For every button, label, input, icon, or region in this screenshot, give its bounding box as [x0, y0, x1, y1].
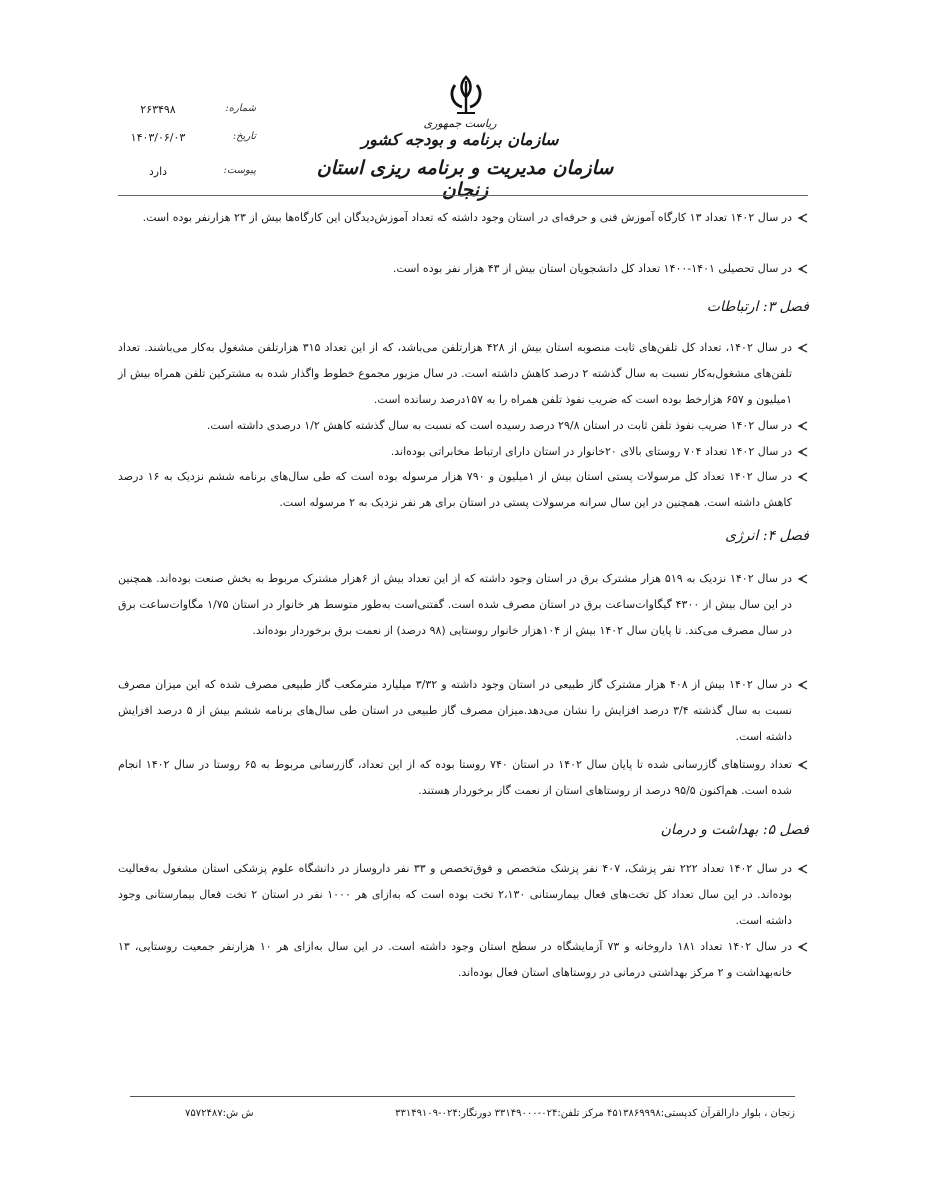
letter-attachment-label: پیوست:: [223, 165, 256, 176]
bullet-postal: [118, 464, 808, 516]
presidency-title: ریاست جمهوری: [423, 117, 497, 130]
section-heading-communications: فصل ۳: ارتباطات: [706, 299, 809, 315]
letter-date-label: تاریخ:: [232, 131, 256, 142]
arrow-bullet-icon: [796, 471, 808, 483]
national-emblem-icon: [443, 73, 489, 119]
bullet-students: [118, 256, 808, 282]
footer-fax-code: ش ش:۷۵۷۲۴۸۷: [185, 1108, 254, 1119]
arrow-bullet-icon: [796, 863, 808, 875]
arrow-bullet-icon: [796, 573, 808, 585]
arrow-bullet-icon: [796, 212, 808, 224]
header-divider: [118, 195, 808, 196]
budget-organization-title: سازمان برنامه و بودجه کشور: [361, 130, 559, 149]
letter-attachment-value: دارد: [148, 165, 168, 178]
bullet-text: در سال تحصیلی ۱۴۰۱-۱۴۰۰ تعداد کل دانشجویان استان بیش از ۴۳ هزار نفر بوده است.: [392, 262, 792, 275]
zanjan-organization-title: سازمان مدیریت و برنامه ریزی استان زنجان: [316, 157, 614, 201]
bullet-text: در سال ۱۴۰۲ نزدیک به ۵۱۹ هزار مشترک برق در استان وجود داشته که از این تعداد بیش از ۶هزار مشترک مربوط به بخش صنعت بوده‌اند. همچنین در این سال بیش از ۴۳۰۰ گیگاوات‌ساعت برق در استان مصرف شده است. گفتنی‌است به‌طور متوسط هر خانوار در استان ۱/۷۵ مگاوات‌ساعت برق در سال مصرف می‌کند. تا پایان سال ۱۴۰۲ بیش از ۱۰۴هزار خانوار روستایی (۹۸ درصد) از نعمت برق برخوردار بوده‌اند.: [118, 572, 793, 637]
section-heading-health: فصل ۵: بهداشت و درمان: [660, 822, 809, 838]
bullet-workshops: [118, 205, 808, 231]
arrow-bullet-icon: [796, 446, 808, 458]
arrow-bullet-icon: [796, 420, 808, 432]
bullet-penetration: [118, 413, 808, 439]
bullet-villages: [118, 439, 808, 465]
bullet-text: در سال ۱۴۰۲ تعداد ۲۲۲ نفر پزشک، ۴۰۷ نفر پزشک متخصص و فوق‌تخصص و ۳۳ نفر داروساز در دانشگاه علوم پزشکی استان مشغول به‌فعالیت بوده‌اند. در این سال تعداد کل تخت‌های فعال بیمارستانی ۲،۱۳۰ تخت بوده است که به‌ازای هر ۱۰۰۰ نفر در استان ۲ تخت فعال بیمارستانی وجود داشته است.: [118, 862, 792, 927]
bullet-pharmacies: [118, 934, 808, 986]
bullet-text: در سال ۱۴۰۲ بیش از ۴۰۸ هزار مشترک گاز طبیعی در استان وجود داشته و ۳/۳۲ میلیارد مترمکعب گاز طبیعی مصرف شده که این میزان مصرف نسبت به سال گذشته ۳/۴ درصد افزایش را نشان می‌دهد.میزان مصرف گاز طبیعی در استان طی سال‌های برنامه ششم بیش از ۵ درصد افزایش داشته است.: [118, 678, 792, 743]
bullet-text: تعداد روستاهای گازرسانی شده تا پایان سال ۱۴۰۲ در استان ۷۴۰ روستا بوده که از این تعداد، گازرسانی مربوط به ۶۵ روستا در سال ۱۴۰۲ انجام شده است. هم‌اکنون ۹۵/۵ درصد از روستاهای استان از نعمت گاز برخوردار هستند.: [118, 758, 792, 797]
letter-number-label: شماره:: [225, 103, 256, 114]
letter-date-value: ۱۴۰۳/۰۶/۰۳: [130, 131, 186, 144]
bullet-gas: [118, 672, 808, 750]
arrow-bullet-icon: [796, 679, 808, 691]
bullet-text: در سال ۱۴۰۲ تعداد ۷۰۴ روستای بالای ۲۰خانوار در استان دارای ارتباط مخابراتی بوده‌اند.: [390, 445, 792, 458]
arrow-bullet-icon: [796, 263, 808, 275]
bullet-gas-villages: [118, 752, 808, 804]
footer-address: زنجان ، بلوار دارالقرآن کدپستی:۴۵۱۳۸۶۹۹۹۸ مرکز تلفن:۰۲۴-۳۳۱۴۹۰۰۰ دورنگار:۰۲۴-۳۳۱۴۹۱۰۹: [395, 1108, 795, 1119]
bullet-doctors: [118, 856, 808, 934]
section-heading-energy: فصل ۴: انرژی: [725, 528, 809, 544]
arrow-bullet-icon: [796, 342, 808, 354]
footer-divider: [130, 1096, 795, 1097]
bullet-text: در سال ۱۴۰۲ تعداد کل مرسولات پستی استان بیش از ۱میلیون و ۷۹۰ هزار مرسوله بوده است که طی سال‌های برنامه ششم نزدیک به ۱۶ درصد کاهش داشته است. همچنین در این سال سرانه مرسولات پستی در استان برای هر نفر نزدیک به ۲ مرسوله است.: [118, 470, 792, 509]
bullet-text: در سال ۱۴۰۲ تعداد ۱۸۱ داروخانه و ۷۳ آزمایشگاه در سطح استان وجود داشته است. در این سال به‌ازای هر ۱۰ هزارنفر جمعیت روستایی، ۱۳ خانه‌بهداشت و ۲ مرکز بهداشتی درمانی در روستاهای استان فعال بوده‌اند.: [118, 940, 792, 979]
bullet-phones: [118, 335, 808, 413]
bullet-electricity: [118, 566, 808, 644]
bullet-text: در سال ۱۴۰۲ تعداد ۱۳ کارگاه آموزش فنی و حرفه‌ای در استان وجود داشته که تعداد آموزش‌دیدگان این کارگاه‌ها بیش از ۲۳ هزارنفر بوده است.: [142, 211, 792, 224]
letter-number-value: ۲۶۳۴۹۸: [140, 103, 176, 116]
arrow-bullet-icon: [796, 759, 808, 771]
bullet-text: در سال ۱۴۰۲ ضریب نفوذ تلفن ثابت در استان ۲۹/۸ درصد رسیده است که نسبت به سال گذشته کاهش ۱/۲ درصدی داشته است.: [206, 419, 792, 432]
arrow-bullet-icon: [796, 941, 808, 953]
bullet-text: در سال ۱۴۰۲، تعداد کل تلفن‌های ثابت منصوبه استان بیش از ۴۲۸ هزارتلفن می‌باشد، که از این تعداد ۳۱۵ هزارتلفن مشغول به‌کار می‌باشند. تعداد تلفن‌های مشغول‌به‌کار نسبت به سال گذشته ۲ درصد کاهش داشته است. در سال مزبور مجموع خطوط واگذار شده به مشترکین تلفن همراه بیش از ۱میلیون و ۶۵۷ هزارخط بوده است که ضریب نفوذ تلفن همراه را به ۱۵۷درصد رسانده است.: [118, 341, 793, 406]
